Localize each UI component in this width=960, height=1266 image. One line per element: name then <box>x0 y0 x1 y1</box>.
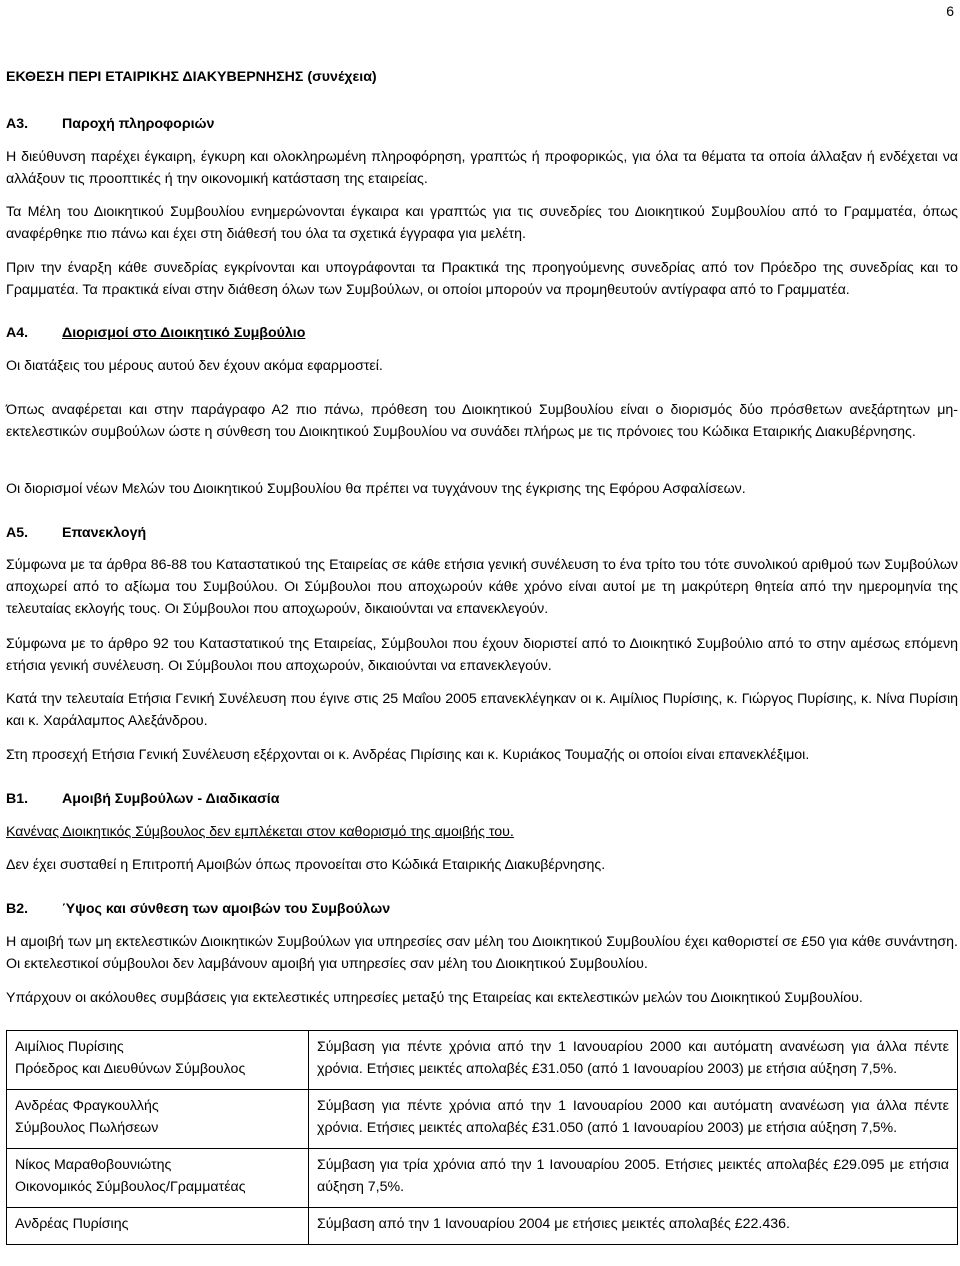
director-cell <box>7 1031 309 1090</box>
director-cell <box>7 1090 309 1149</box>
section-a4-paragraph-1: Οι διατάξεις του μέρους αυτού δεν έχουν ακόμα εφαρμοστεί. <box>6 358 383 374</box>
section-code: Α3. <box>6 116 29 132</box>
document-title: ΕΚΘΕΣΗ ΠΕΡΙ ΕΤΑΙΡΙΚΗΣ ΔΙΑΚΥΒΕΡΝΗΣΗΣ (συνέχεια) <box>6 69 377 85</box>
section-b1-paragraph-2: Δεν έχει συσταθεί η Επιτροπή Αμοιβών όπως προνοείται στο Κώδικά Εταιρικής Διακυβέρνησης. <box>6 857 606 873</box>
section-code: Β1. <box>6 791 29 807</box>
section-b2-paragraph-1: Η αμοιβή των μη εκτελεστικών Διοικητικών Συμβούλων για υπηρεσίες σαν μέλη του Διοικητικού Συμβουλίου έχει καθοριστεί σε £50 για κάθε συνάντηση. Οι εκτελεστικοί σύμβουλοι δεν λαμβάνουν αμοιβή για υπηρεσίες σαν μέλη του Διοικητικού Συμβουλίου. <box>6 934 958 972</box>
section-code: Α5. <box>6 525 29 541</box>
section-a4-paragraph-3: Οι διορισμοί νέων Μελών του Διοικητικού Συμβουλίου θα πρέπει να τυγχάνουν της έγκρισης της Εφόρου Ασφαλίσεων. <box>6 481 746 497</box>
section-a4-heading <box>6 322 958 344</box>
table-row <box>7 1208 958 1245</box>
section-b1-paragraph-1 <box>6 821 958 843</box>
contracts-table-wrapper <box>6 1030 958 1245</box>
director-name: Νίκος Μαραθοβουνιώτης <box>15 1157 172 1173</box>
contract-description: Σύμβαση για πέντε χρόνια από την 1 Ιανουαρίου 2000 και αυτόματη ανανέωση για άλλα πέντε χρόνια. Ετήσιες μεικτές απολαβές £31.050 (από 1 Ιανουαρίου 2003) με ετήσια αύξηση 7,5%. <box>309 1090 958 1149</box>
section-a3-paragraph-1: Η διεύθυνση παρέχει έγκαιρη, έγκυρη και ολοκληρωμένη πληροφόρηση, γραπτώς ή προφορικώς, για όλα τα θέματα τα οποία άλλαξαν ή ενδέχεται να αλλάξουν τις προοπτικές ή την οικονομική κατάσταση της εταιρείας. <box>6 149 958 187</box>
director-name: Αιμίλιος Πυρίσιης <box>15 1039 124 1055</box>
section-code: Α4. <box>6 325 29 341</box>
section-a5-paragraph-2: Σύμφωνα με το άρθρο 92 του Καταστατικού της Εταιρείας, Σύμβουλοι που έχουν διοριστεί από το Διοικητικό Συμβούλιο από το στην αμέσως επόμενη ετήσια γενική συνέλευση. Οι Σύμβουλοι που αποχωρούν, δικαιούνται να επανεκλεγούν. <box>6 636 958 674</box>
director-cell <box>7 1208 309 1245</box>
section-a5-paragraph-1: Σύμφωνα με τα άρθρα 86-88 του Καταστατικού της Εταιρείας σε κάθε ετήσια γενική συνέλευση το ένα τρίτο του τότε συνολικού αριθμού των Συμβούλων αποχωρεί από το αξίωμα του Συμβούλου. Οι Σύμβουλοι που αποχωρούν κάθε χρόνο είναι αυτοί με τη μακρύτερη θητεία από την ημερομηνία της τελευταίας εκλογής τους. Οι Σύμβουλοι που αποχωρούν, δικαιούνται να επανεκλεγούν. <box>6 557 958 617</box>
director-role: Πρόεδρος και Διευθύνων Σύμβουλος <box>15 1061 246 1077</box>
contract-description: Σύμβαση για πέντε χρόνια από την 1 Ιανουαρίου 2000 και αυτόματη ανανέωση για άλλα πέντε χρόνια. Ετήσιες μεικτές απολαβές £31.050 (από 1 Ιανουαρίου 2003) με ετήσια αύξηση 7,5%. <box>309 1031 958 1090</box>
table-row <box>7 1031 958 1090</box>
director-name: Ανδρέας Πυρίσιης <box>15 1216 129 1232</box>
director-cell <box>7 1149 309 1208</box>
section-code: Β2. <box>6 901 29 917</box>
page-number: 6 <box>946 3 954 19</box>
section-b1-heading <box>6 788 958 810</box>
underlined-statement: Κανένας Διοικητικός Σύμβουλος δεν εμπλέκεται στον καθορισμό της αμοιβής του. <box>6 824 514 840</box>
section-a4-paragraph-2: Όπως αναφέρεται και στην παράγραφο Α2 πιο πάνω, πρόθεση του Διοικητικού Συμβουλίου είναι ο διορισμός δύο πρόσθετων ανεξάρτητων μη-εκτελεστικών συμβούλων ώστε η σύνθεση του Διοικητικού Συμβουλίου να συνάδει πλήρως με τις πρόνοιες του Κώδικα Εταιρικής Διακυβέρνησης. <box>6 402 958 440</box>
section-a3-paragraph-3: Πριν την έναρξη κάθε συνεδρίας εγκρίνονται και υπογράφονται τα Πρακτικά της προηγούμενης συνεδρίας από τον Πρόεδρο της συνεδρίας και το Γραμματέα. Τα πρακτικά είναι στην διάθεση όλων των Συμβούλων, οι οποίοι μπορούν να προμηθευτούν αντίγραφα από το Γραμματέα. <box>6 260 958 298</box>
section-title: Παροχή πληροφοριών <box>62 116 215 132</box>
director-role: Οικονομικός Σύμβουλος/Γραμματέας <box>15 1179 246 1195</box>
section-title: Αμοιβή Συμβούλων - Διαδικασία <box>62 791 280 807</box>
section-a5-heading <box>6 522 958 544</box>
section-title: Ύψος και σύνθεση των αμοιβών του Συμβούλων <box>62 901 391 917</box>
table-row <box>7 1149 958 1208</box>
director-name: Ανδρέας Φραγκουλλής <box>15 1098 159 1114</box>
section-a5-paragraph-4: Στη προσεχή Ετήσια Γενική Συνέλευση εξέρχονται οι κ. Ανδρέας Πιρίσιης και κ. Κυριάκος Τουμαζής οι οποίοι είναι επανεκλέξιμοι. <box>6 747 810 763</box>
section-a3-paragraph-2: Τα Μέλη του Διοικητικού Συμβουλίου ενημερώνονται έγκαιρα και γραπτώς για τις συνεδρίες του Διοικητικού Συμβουλίου από το Γραμματέα, όπως αναφέρθηκε πιο πάνω και έχει στη διάθεσή του όλα τα σχετικά έγγραφα για μελέτη. <box>6 204 958 242</box>
section-b2-paragraph-2: Υπάρχουν οι ακόλουθες συμβάσεις για εκτελεστικές υπηρεσίες μεταξύ της Εταιρείας και εκτελεστικών μελών του Διοικητικού Συμβουλίου. <box>6 990 863 1006</box>
contracts-table <box>6 1030 958 1245</box>
section-title: Διορισμοί στο Διοικητικό Συμβούλιο <box>62 325 306 341</box>
table-row <box>7 1090 958 1149</box>
contract-description: Σύμβαση από την 1 Ιανουαρίου 2004 με ετήσιες μεικτές απολαβές £22.436. <box>309 1208 958 1245</box>
section-title: Επανεκλογή <box>62 525 147 541</box>
contract-description: Σύμβαση για τρία χρόνια από την 1 Ιανουαρίου 2005. Ετήσιες μεικτές απολαβές £29.095 με ετήσια αύξηση 7,5%. <box>309 1149 958 1208</box>
director-role: Σύμβουλος Πωλήσεων <box>15 1120 159 1136</box>
section-a5-paragraph-3: Κατά την τελευταία Ετήσια Γενική Συνέλευση που έγινε στις 25 Μαΐου 2005 επανεκλέγηκαν οι κ. Αιμίλιος Πυρίσιης, κ. Γιώργος Πυρίσιης, κ. Νίνα Πυρίσιη και κ. Χαράλαμπος Αλεξάνδρου. <box>6 691 958 729</box>
section-b2-heading <box>6 898 958 920</box>
section-a3-heading <box>6 113 958 135</box>
